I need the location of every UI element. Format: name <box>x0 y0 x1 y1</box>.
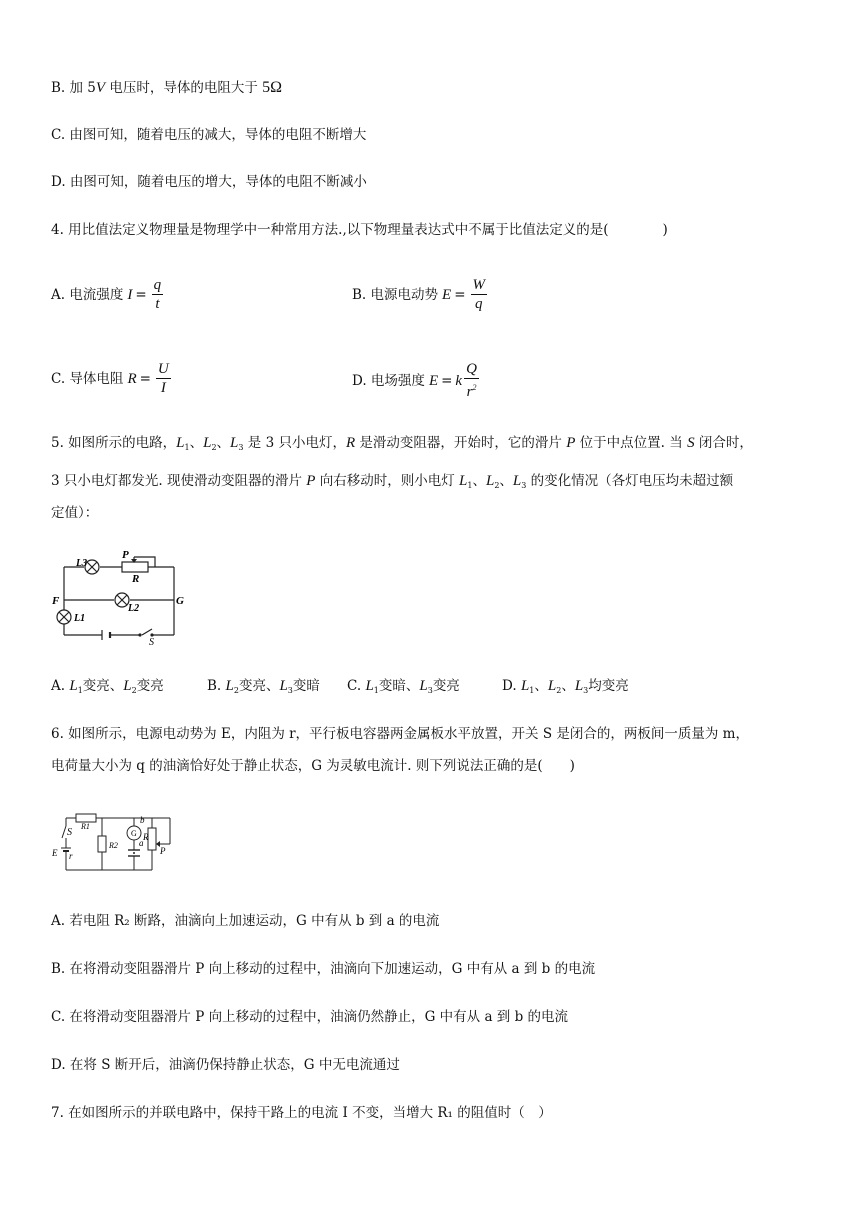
q4-d-lhs: E <box>428 372 439 389</box>
q4-d-eq: = <box>441 372 453 389</box>
q6-label-r: R <box>143 832 149 842</box>
q5-circuit-diagram <box>52 545 188 645</box>
q5-lamp-l1 <box>57 610 71 624</box>
q4-d-fraction <box>464 360 479 401</box>
q5-line1: 5. 如图所示的电路，$L_1$、$L_2$、$L_3$ 是 3 只小电灯，R 是滑动变阻器，开始时，它的滑片 P 位于中点位置. 当 S 闭合时， <box>51 435 753 452</box>
q6-option-d: D. 在将 S 断开后，油滴仍保持静止状态，G 中无电流通过 <box>51 1057 400 1073</box>
q5-label-p: P <box>122 549 129 561</box>
q6-rheostat-r <box>148 828 156 850</box>
q4-d-k: k <box>455 372 463 389</box>
q4-c-lhs: R <box>127 370 137 387</box>
q7-stem: 7. 在如图所示的并联电路中，保持干路上的电流 I 不变，当增大 R₁ 的阻值时（ ） <box>51 1105 552 1121</box>
q4-c-label: C. 导体电阻 <box>51 370 124 387</box>
q5-lamp-l2 <box>115 593 129 607</box>
q3-option-c: C. 由图可知，随着电压的减大，导体的电阻不断增大 <box>51 127 367 143</box>
q4-option-d <box>352 360 481 401</box>
q5-option-d: D. $L_1$、$L_2$、$L_3$均变亮 <box>502 678 629 695</box>
q4-a-eq: = <box>135 286 147 303</box>
q4-c-num: U <box>157 361 169 377</box>
q5-label-l3: L3 <box>76 558 88 569</box>
q3-option-b <box>51 78 282 98</box>
q6-circuit-diagram <box>52 808 186 878</box>
q5-label-g: G <box>176 595 184 607</box>
q6-label-s: S <box>67 827 72 838</box>
q3-b-unit: V <box>95 80 106 96</box>
q5-line3: 定值）： <box>51 505 99 521</box>
q6-resistor-r2 <box>98 836 106 852</box>
q4-c-den: I <box>160 380 166 396</box>
q3-b-prefix: B. 加 5 <box>51 80 96 96</box>
q4-a-fraction <box>152 276 164 313</box>
q4-b-label: B. 电源电动势 <box>352 286 439 303</box>
q6-label-b: b <box>140 815 145 825</box>
q6-label-g: G <box>131 829 137 838</box>
q3-b-value: 5Ω <box>262 79 283 96</box>
q5-option-b: B. $L_2$变亮、$L_3$变暗 <box>207 678 320 695</box>
q6-resistor-r1 <box>76 814 96 822</box>
q4-stem: 4. 用比值法定义物理量是物理学中一种常用方法.,以下物理量表达式中不属于比值法定义的是( ) <box>51 222 668 238</box>
q4-b-lhs: E <box>442 286 452 303</box>
q5-option-c: C. $L_1$变暗、$L_3$变亮 <box>347 678 460 695</box>
q3-option-d: D. 由图可知，随着电压的增大，导体的电阻不断减小 <box>51 174 367 190</box>
q4-c-eq: = <box>139 370 151 387</box>
q6-line1: 6. 如图所示，电源电动势为 E，内阻为 r，平行板电容器两金属板水平放置，开关 S 是闭合的，两板间一质量为 m， <box>51 726 749 742</box>
q6-label-r1: R1 <box>81 822 90 831</box>
q4-d-den <box>465 379 479 401</box>
q4-option-b <box>352 276 489 313</box>
q5-option-a: A. $L_1$变亮、$L_2$变亮 <box>51 678 164 695</box>
q4-b-fraction <box>471 276 488 313</box>
q6-label-p: P <box>160 846 166 856</box>
q5-label-s: S <box>149 637 154 645</box>
q5-label-l1: L1 <box>74 613 86 624</box>
q6-label-r2: R2 <box>109 841 118 850</box>
q6-option-b: B. 在将滑动变阻器滑片 P 向上移动的过程中，油滴向下加速运动，G 中有从 a 到 b 的电流 <box>51 961 596 977</box>
q5-line2: 3 只小电灯都发光. 现使滑动变阻器的滑片 P 向右移动时，则小电灯 $L_1$、$L_2$、$L_3$ 的变化情况（各灯电压均未超过额 <box>51 473 734 490</box>
q4-d-label: D. 电场强度 <box>352 372 425 389</box>
q4-b-num: W <box>472 277 485 293</box>
q4-b-eq: = <box>454 286 466 303</box>
q4-c-fraction <box>156 360 171 397</box>
q5-label-f: F <box>52 595 60 607</box>
q5-rheostat <box>122 562 148 572</box>
q6-label-r-internal: r <box>69 851 73 861</box>
q6-line2: 电荷量大小为 q 的油滴恰好处于静止状态，G 为灵敏电流计. 则下列说法正确的是( ) <box>51 758 575 774</box>
q4-a-num: q <box>153 277 162 293</box>
q4-b-den: q <box>475 296 483 312</box>
q4-a-lhs: I <box>127 286 133 303</box>
q4-a-den: t <box>155 296 160 312</box>
q4-d-den-base: r <box>466 384 473 400</box>
q4-d-num: Q <box>466 361 477 377</box>
q4-d-den-exp: 2 <box>472 383 477 392</box>
q5-label-l2: L2 <box>128 603 140 614</box>
q6-label-a: a <box>139 838 144 848</box>
q4-option-c <box>51 360 173 397</box>
q6-option-c: C. 在将滑动变阻器滑片 P 向上移动的过程中，油滴仍然静止，G 中有从 a 到 b 的电流 <box>51 1009 569 1025</box>
q6-label-e: E <box>52 848 58 858</box>
q4-a-label: A. 电流强度 <box>51 286 124 303</box>
q3-b-mid: 电压时，导体的电阻大于 <box>105 80 263 96</box>
q5-label-r: R <box>132 573 140 585</box>
q6-option-a: A. 若电阻 R₂ 断路，油滴向上加速运动，G 中有从 b 到 a 的电流 <box>51 913 440 929</box>
q4-option-a <box>51 276 165 313</box>
